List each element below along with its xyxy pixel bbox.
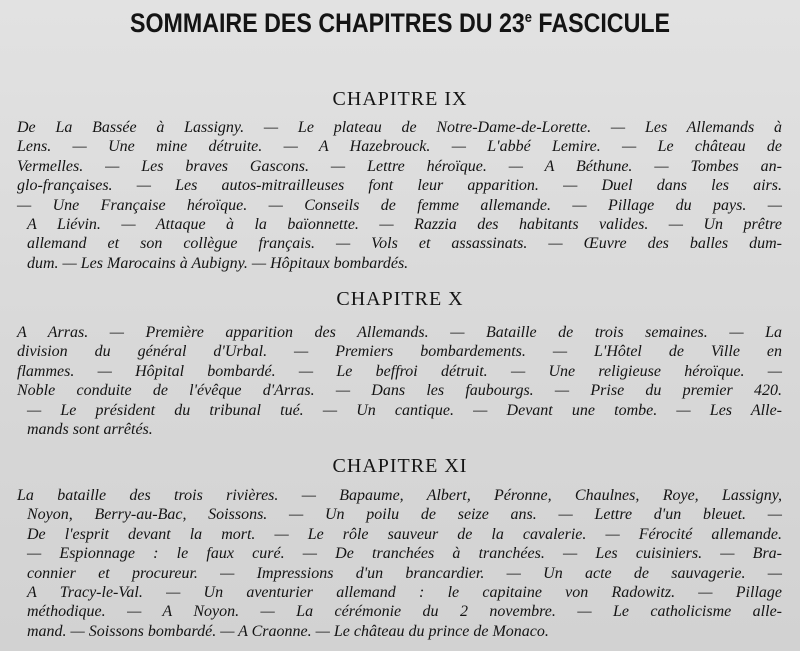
summary-line: La bataille des trois rivières. — Bapaume, Albert, Péronne, Chaulnes, Roye, Lassigny, bbox=[17, 487, 782, 504]
page-title bbox=[56, 8, 744, 39]
chapter-heading: CHAPITRE IX bbox=[332, 88, 468, 110]
page-title-superscript: e bbox=[524, 9, 532, 26]
summary-line: connier et procureur. — Impressions d'un brancardier. — Un acte de sauvagerie. — bbox=[27, 564, 782, 582]
summary-line: allemand et son collègue français. — Vols et assassinats. — Œuvre des balles dum- bbox=[27, 235, 782, 253]
summary-line: mand. — Soissons bombardé. — A Craonne. — Le château du prince de Monaco. bbox=[27, 622, 549, 640]
summary-line: De l'esprit devant la mort. — Le rôle sauveur de la cavalerie. — Férocité allemande. bbox=[27, 525, 782, 543]
summary-line: Lens. — Une mine détruite. — A Hazebrouck. — L'abbé Lemire. — Le château de bbox=[17, 138, 782, 156]
chapter-heading: CHAPITRE XI bbox=[332, 455, 468, 477]
summary-line: division du général d'Urbal. — Premiers bombardements. — L'Hôtel de Ville en bbox=[17, 343, 782, 361]
summary-line: A Tracy-le-Val. — Un aventurier allemand : le capitaine von Radowitz. — Pillage bbox=[27, 583, 782, 601]
chapter-heading: CHAPITRE X bbox=[336, 288, 464, 310]
summary-line: Noyon, Berry-au-Bac, Soissons. — Un poilu de seize ans. — Lettre d'un bleuet. — bbox=[27, 506, 782, 524]
summary-line: A Arras. — Première apparition des Allemands. — Bataille de trois semaines. — La bbox=[17, 324, 782, 341]
summary-line: A Liévin. — Attaque à la baïonnette. — Razzia des habitants valides. — Un prêtre bbox=[27, 215, 782, 233]
summary-line: Vermelles. — Les braves Gascons. — Lettre héroïque. — A Béthune. — Tombes an- bbox=[17, 157, 782, 175]
summary-line: flammes. — Hôpital bombardé. — Le beffroi détruit. — Une religieuse héroïque. — bbox=[17, 362, 782, 380]
summary-line: mands sont arrêtés. bbox=[27, 420, 153, 438]
page-title-end: FASCICULE bbox=[538, 8, 671, 38]
summary-line: — Le président du tribunal tué. — Un cantique. — Devant une tombe. — Les Alle- bbox=[27, 401, 782, 419]
chapter-summary bbox=[17, 323, 782, 439]
summary-line: De La Bassée à Lassigny. — Le plateau de Notre-Dame-de-Lorette. — Les Allemands à bbox=[17, 119, 782, 136]
chapter-summary bbox=[17, 486, 782, 641]
chapter-summary bbox=[17, 118, 782, 273]
summary-line: Noble conduite de l'évêque d'Arras. — Dans les faubourgs. — Prise du premier 420. bbox=[17, 382, 782, 400]
summary-line: méthodique. — A Noyon. — La cérémonie du 2 novembre. — Le catholicisme alle- bbox=[27, 603, 782, 621]
summary-line: — Une Française héroïque. — Conseils de femme allemande. — Pillage du pays. — bbox=[17, 196, 782, 214]
summary-line: dum. — Les Marocains à Aubigny. — Hôpitaux bombardés. bbox=[27, 254, 409, 272]
page-title-text: SOMMAIRE DES CHAPITRES DU 23 bbox=[129, 8, 525, 38]
summary-line: glo-françaises. — Les autos-mitrailleuses font leur apparition. — Duel dans les airs. bbox=[17, 177, 782, 195]
summary-line: — Espionnage : le faux curé. — De tranchées à tranchées. — Les cuisiniers. — Bra- bbox=[27, 545, 782, 563]
